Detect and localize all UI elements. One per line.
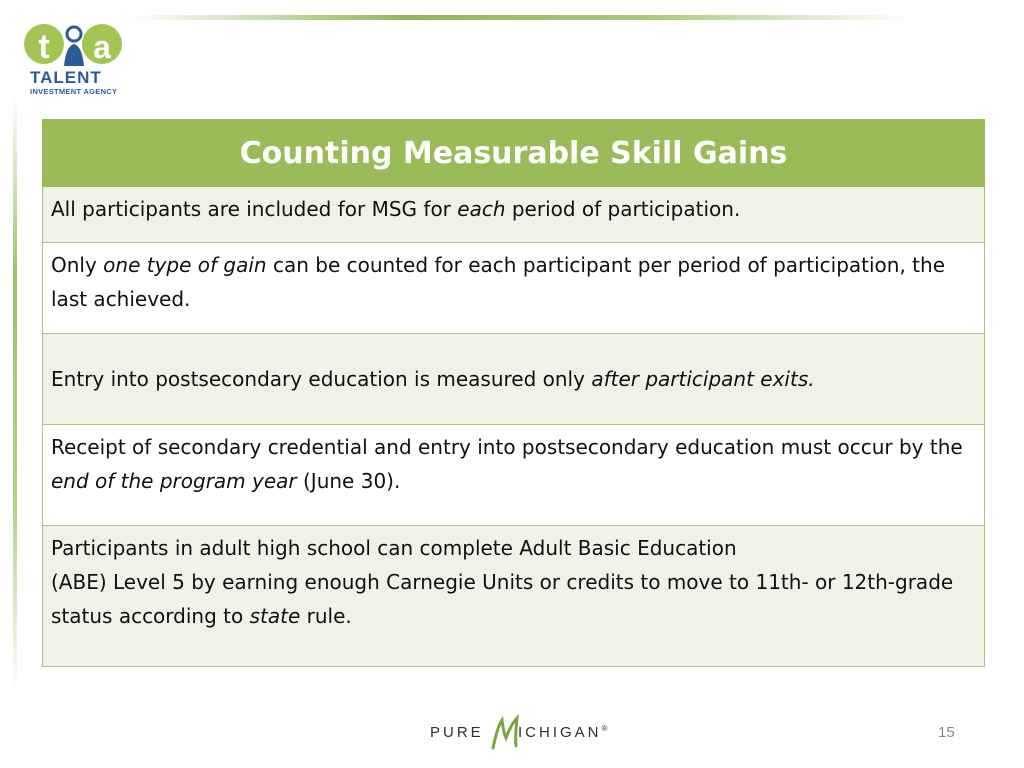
top-divider	[130, 15, 910, 20]
brand-pure: PURE	[430, 724, 484, 741]
pure-michigan-logo	[430, 712, 608, 752]
table-row	[43, 187, 985, 243]
table-row	[43, 526, 985, 667]
svg-text:a: a	[93, 29, 111, 65]
table-row	[43, 243, 985, 334]
table-cell: Participants in adult high school can complete Adult Basic Education (ABE) Level 5 by earning enough Carnegie Units or credits to move to 11th- or 12th-grade status according to state rule.	[43, 526, 985, 667]
page-number: 15	[938, 724, 955, 741]
table-title: Counting Measurable Skill Gains	[43, 120, 985, 187]
logo-wordmark: TALENT	[30, 68, 102, 87]
table-cell: Receipt of secondary credential and entry into postsecondary education must occur by the end of the program year (June 30).	[43, 425, 985, 526]
table-row	[43, 425, 985, 526]
msg-rules-table	[42, 119, 985, 667]
logo-subtitle: INVESTMENT AGENCY	[30, 87, 118, 96]
talent-investment-agency-logo	[22, 22, 132, 97]
left-divider	[13, 95, 17, 695]
table-cell: Entry into postsecondary education is measured only after participant exits.	[43, 334, 985, 425]
table-cell: Only one type of gain can be counted for each participant per period of participation, the last achieved.	[43, 243, 985, 334]
tia-logo-mark-icon	[22, 22, 132, 70]
table-row	[43, 334, 985, 425]
svg-text:t: t	[38, 28, 50, 66]
table-cell: All participants are included for MSG for each period of participation.	[43, 187, 985, 243]
brand-michigan: ICHIGAN®	[518, 724, 608, 741]
